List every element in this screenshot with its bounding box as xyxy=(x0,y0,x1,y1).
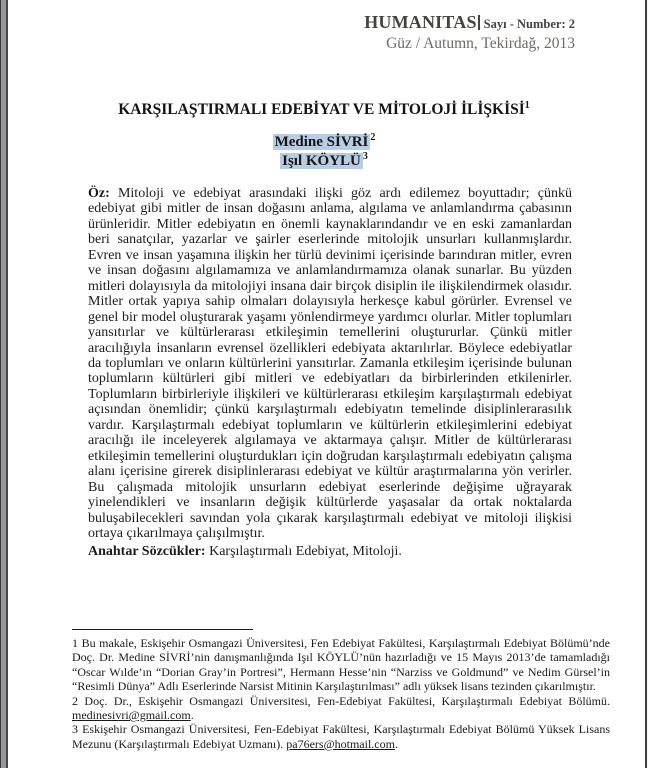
footnote-separator-rule xyxy=(72,629,253,630)
journal-header xyxy=(364,12,575,53)
abstract-section xyxy=(88,186,572,560)
author-footnote-ref-1: 2 xyxy=(370,132,376,143)
footnote-2-email-link[interactable]: medinesivri@gmail.com xyxy=(72,708,191,723)
author-line-1 xyxy=(0,133,648,152)
keywords-line xyxy=(88,544,572,560)
journal-header-line1 xyxy=(364,12,575,33)
title-footnote-ref: 1 xyxy=(524,99,530,111)
author-name-1: Medine SİVRİ xyxy=(274,134,369,150)
abstract-paragraph xyxy=(88,186,572,541)
issue-season-line: Güz / Autumn, Tekirdağ, 2013 xyxy=(386,35,575,53)
author-line-2 xyxy=(0,152,648,171)
abstract-label: Öz: xyxy=(88,186,110,201)
abstract-text: Mitoloji ve edebiyat arasındaki ilişki göz ardı edilemez boyuttadır; çünkü edebiyat gibi mitler de insan doğasını anlama, algılama ve anlamlandırma çabasının ürünleridir. Mitler edebiyatın en önemli kaynaklarındandır ve en eski zamanlardan beri sanatçılar, yazarlar ve şairler eserlerinde mitolojik unsurları kullanmışlardır. Evren ve insan yaşamına ilişkin her türlü devinimi içerisinde barındıran mitler, evren ve insan doğasını algılamamıza ve anlamlandırmamıza olanak sunarlar. Bu yüzden mitleri dolayısıyla da mitolojiyi insana dair birçok disiplin ile ilişkilendirmek olasıdır. Mitler ortak yapıya sahip olmaları dolayısıyla herkesçe kabul görürler. Evrensel ve genel bir model oluşturarak yaşamı yönlendirmeye yardımcı olurlar. Mitler toplumları yansıtırlar ve kültürlerarası etkileşimin temellerini oluştururlar. Çünkü mitler aracılığıyla insanların evrensel özellikleri edebiyata aktarılırlar. Böylece edebiyatlar da toplumları ve onların kültürlerini yansıtırlar. Zamanla etkileşim içerisinde bulunan toplumların kültürleri gibi mitleri ve edebiyatları da birbirlerinden etkilenirler. Toplumların birbirleriyle ilişkileri ve kültürlerarası etkileşim karşılaştırmalı edebiyat açısından önemlidir; çünkü karşılaştırmalı edebiyatın temelinde disiplinlerarasılık vardır. Karşılaştırmalı edebiyat toplumların ve kültürlerin etkileşimlerini edebiyat aracılığı ile inceleyerek algılamaya ve aktarmaya çalışır. Mitler de kültürlerarası etkileşimin temellerini oluşturdukları için doğrudan karşılaştırmalı edebiyatın çalışma alanı içerisine girerek disiplinlerarası edebiyat ve kültür araştırmalarına yön verirler. Bu çalışmada mitolojik unsurların edebiyat eserlerinde değişime uğrayarak yinelendikleri ve insanların değişik kültürlerde yaşasalar da ortak noktalarda buluşabilecekleri savından yola çıkarak karşılaştırmalı edebiyat ve mitoloji ilişkisi ortaya çıkarılmaya çalışılmıştır. xyxy=(88,186,572,541)
footnote-2-after-email: . xyxy=(190,708,194,723)
footnote-3-text: Eskişehir Osmangazi Üniversitesi, Fen-Edebiyat Fakültesi, Karşılaştırmalı Edebiyat Bölümü Yüksek Lisans Mezunu (Karşılaştırmalı Edebiyat Uzmanı). xyxy=(72,722,611,751)
footnote-3-email-link[interactable]: pa76ers@hotmail.com xyxy=(286,736,395,751)
footnote-3-after-email: . xyxy=(394,736,398,751)
footnote-2 xyxy=(72,694,610,723)
footnotes-section xyxy=(72,636,610,751)
keywords-label: Anahtar Sözcükler: xyxy=(88,544,206,560)
footnote-1-number: 1 xyxy=(72,636,78,650)
article-title-text: KARŞILAŞTIRMALI EDEBİYAT VE MİTOLOJİ İLİŞKİSİ xyxy=(118,101,525,118)
keywords-text: Karşılaştırmalı Edebiyat, Mitoloji. xyxy=(209,544,402,560)
author-footnote-ref-2: 3 xyxy=(362,151,368,162)
author-name-2: Işıl KÖYLÜ xyxy=(282,153,361,169)
footnote-3 xyxy=(72,722,610,751)
footnote-1-text: Bu makale, Eskişehir Osmangazi Üniversitesi, Fen Edebiyat Fakültesi, Karşılaştırmalı Edebiyat Bölümü’nde Doç. Dr. Medine SİVRİ’nin danışmanlığında Işıl KÖYLÜ’nün hazırladığı ve 15 Mayıs 2013’de tamamladığı “Oscar Wılde’ın “Dorian Gray’in Portresi”, Hermann Hesse’nin “Narziss ve Goldmund” ve Nedim Gürsel’in “Resimli Dünya” Adlı Eserlerinde Narsist Mitinin Karşılaştırılması” adlı yüksek lisans tezinden çıkarılmıştır. xyxy=(72,636,611,694)
footnote-2-number: 2 xyxy=(72,693,78,708)
article-title xyxy=(0,101,648,119)
issue-number-label: Sayı - Number: 2 xyxy=(483,17,575,31)
journal-name: HUMANITAS xyxy=(364,12,477,32)
authors-block xyxy=(0,133,648,171)
footnote-3-number: 3 xyxy=(72,722,78,737)
footnote-1 xyxy=(72,636,610,694)
footnote-2-text: Doç. Dr., Eskişehir Osmangazi Üniversitesi, Fen-Edebiyat Fakültesi, Karşılaştırmalı Edebiyat Bölümü. xyxy=(84,693,611,708)
header-divider-bar xyxy=(478,15,480,30)
